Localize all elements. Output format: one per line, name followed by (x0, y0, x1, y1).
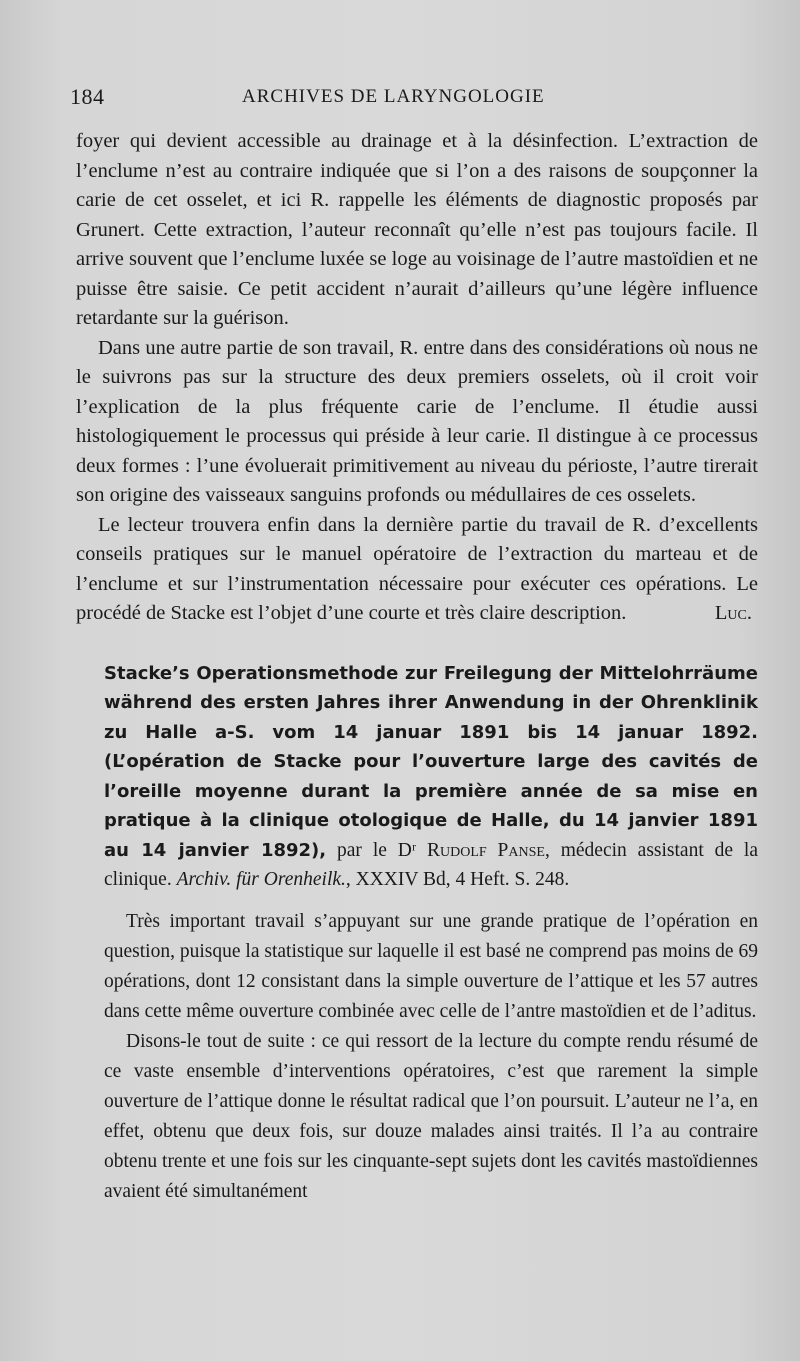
reviewer-signature: Luc. (714, 602, 752, 624)
review-author: Rudolf Panse (427, 839, 545, 861)
page-body (76, 127, 758, 1207)
review-title: Stacke’s Operationsmethode zur Freilegung der Mittelohrräume während des ersten Jahres ihrer Anwendung in der Ohrenklinik zu Halle a-S. vom 14 januar 1891 bis 14 januar 1892. (L’opération de Stacke pour l’ouverture large des cavités de l’oreille moyenne durant la première année de sa mise en pratique à la clinique otologique de Halle, du 14 janvier 1891 au 14 janvier 1892), (104, 662, 758, 861)
page-header (70, 84, 750, 114)
review-heading (76, 659, 758, 895)
author-role: , médecin assistant de la clinique. (104, 839, 758, 890)
review-body (76, 907, 758, 1207)
paragraph: Très important travail s’appuyant sur une grande pratique de l’opération en question, puisque la statistique sur laquelle il est basé ne comprend pas moins de 69 opérations, dont 12 consistant dans la simple ouverture de l’attique et les 57 autres dans cette même ouverture combinée avec celle de l’antre mastoïdien et de l’aditus. (104, 910, 758, 1022)
page-number: 184 (70, 84, 105, 109)
paragraph-continued: foyer qui devient accessible au drainage et à la désinfection. L’extraction de l’enclume n’est au contraire indiquée que si l’on a des raisons de soupçonner la carie de cet osselet, et ici R. rappelle les éléments de diagnostic proposés par Grunert. Cette extraction, l’auteur reconnaît qu’elle n’est pas toujours facile. Il arrive souvent que l’enclume luxée se loge au voisinage de l’autre mastoïdien et ne puisse être saisie. Ce petit accident n’aurait d’ailleurs qu’une légère influence retardante sur la guérison. (76, 130, 758, 329)
author-prefix: Dʳ (397, 839, 427, 861)
review-by: par le (326, 839, 398, 861)
paragraph: Disons-le tout de suite : ce qui ressort de la lecture du compte rendu résumé de ce vaste ensemble d’interventions opératoires, c’est que rarement la simple ouverture de l’attique donne le résultat radical que l’on poursuit. L’auteur ne l’a, en effet, obtenu que deux fois, sur douze malades ainsi traités. Il l’a au contraire obtenu trente et une fois sur les cinquante-sept sujets dont les cavités mastoïdiennes avaient été simultanément (104, 1030, 758, 1202)
paragraph: Le lecteur trouvera enfin dans la dernière partie du travail de R. d’excellents conseils pratiques sur le manuel opératoire de l’extraction du marteau et de l’enclume et sur l’instrumentation nécessaire pour exécuter ces opérations. Le procédé de Stacke est l’objet d’une courte et très claire description. (76, 513, 758, 624)
paragraph: Dans une autre partie de son travail, R. entre dans des considérations où nous ne le suivrons pas sur la structure des deux premiers osselets, où il croit voir l’explication de la plus fréquente carie de l’enclume. Il étudie aussi histologiquement le processus qui préside à leur carie. Il distingue à ce processus deux formes : l’une évoluerait primitivement au niveau du périoste, l’autre tirerait son origine des vaisseaux sanguins profonds ou médullaires de ces osselets. (76, 336, 758, 506)
running-head: ARCHIVES DE LARYNGOLOGIE (242, 86, 545, 107)
journal-name: Archiv. für Orenheilk. (176, 869, 346, 890)
citation: , XXXIV Bd, 4 Heft. S. 248. (345, 869, 570, 890)
